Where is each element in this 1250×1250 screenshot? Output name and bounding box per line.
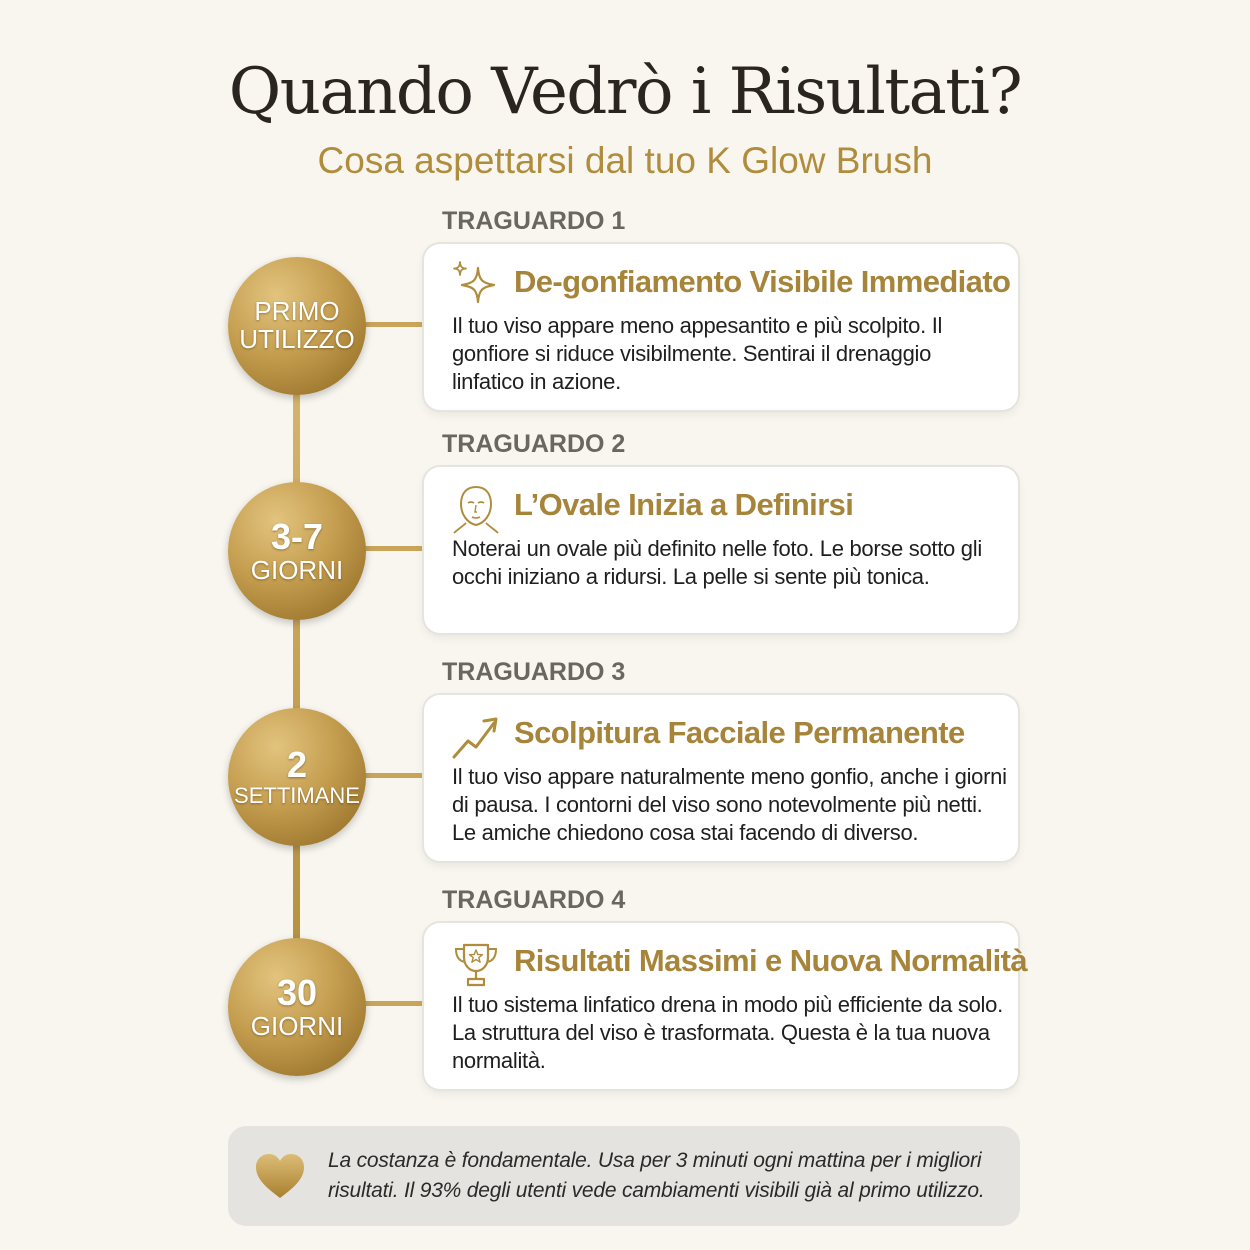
footer-text: La costanza è fondamentale. Usa per 3 minuti ogni mattina per i migliori risultati. Il 93% degli utenti vede cambiamenti visibili già al primo utilizzo. bbox=[328, 1149, 985, 1202]
milestone-label: TRAGUARDO 1 bbox=[442, 207, 626, 235]
circle-label-bottom: GIORNI bbox=[250, 554, 344, 585]
circle-label-top: 3-7 bbox=[270, 515, 324, 557]
timeline-circle-3 bbox=[228, 708, 366, 846]
milestone-card-1 bbox=[424, 244, 1018, 410]
circle-label-bottom: UTILIZZO bbox=[239, 324, 355, 355]
footer-note bbox=[228, 1126, 1020, 1226]
milestone-card-3 bbox=[424, 695, 1018, 861]
card-body: Il tuo viso appare naturalmente meno gonfio, anche i giorni di pausa. I contorni del viso sono notevolmente più netti. Le amiche chiedono cosa stai facendo di diverso. bbox=[452, 764, 1007, 845]
circle-label-bottom: GIORNI bbox=[250, 1010, 344, 1041]
milestone-label: TRAGUARDO 4 bbox=[442, 886, 626, 914]
trend-up-icon bbox=[448, 709, 504, 765]
milestone-card-2 bbox=[424, 467, 1018, 633]
circle-label-top: 30 bbox=[276, 971, 318, 1013]
card-title: De-gonfiamento Visibile Immediato bbox=[514, 264, 1011, 299]
milestone-card-4 bbox=[424, 923, 1028, 1089]
card-title: Risultati Massimi e Nuova Normalità bbox=[514, 943, 1028, 978]
card-body: Il tuo sistema linfatico drena in modo più efficiente da solo. La struttura del viso è trasformata. Questa è la tua nuova normalità. bbox=[452, 992, 1003, 1073]
circle-label-top: PRIMO bbox=[254, 296, 340, 327]
page-subtitle: Cosa aspettarsi dal tuo K Glow Brush bbox=[317, 140, 933, 181]
milestone-label: TRAGUARDO 3 bbox=[442, 658, 626, 686]
circle-label-bottom: SETTIMANE bbox=[234, 782, 360, 808]
timeline-circle-1 bbox=[228, 257, 366, 395]
timeline-circle-4 bbox=[228, 938, 366, 1076]
card-title: Scolpitura Facciale Permanente bbox=[514, 715, 965, 750]
page-title: Quando Vedrò i Risultati? bbox=[228, 55, 1022, 129]
circle-label-top: 2 bbox=[286, 744, 308, 785]
timeline-circle-2 bbox=[228, 482, 366, 620]
face-icon bbox=[448, 481, 504, 537]
heart-icon bbox=[254, 1152, 306, 1200]
timeline-line bbox=[293, 380, 300, 970]
milestone-label: TRAGUARDO 2 bbox=[442, 430, 626, 458]
card-body: Il tuo viso appare meno appesantito e più scolpito. Il gonfiore si riduce visibilmente. Sentirai il drenaggio linfatico in azione. bbox=[452, 313, 943, 394]
card-body: Noterai un ovale più definito nelle foto. Le borse sotto gli occhi iniziano a ridursi. La pelle si sente più tonica. bbox=[452, 536, 982, 589]
sparkle-icon bbox=[448, 258, 504, 314]
card-title: L’Ovale Inizia a Definirsi bbox=[514, 487, 854, 522]
trophy-icon bbox=[448, 937, 504, 993]
